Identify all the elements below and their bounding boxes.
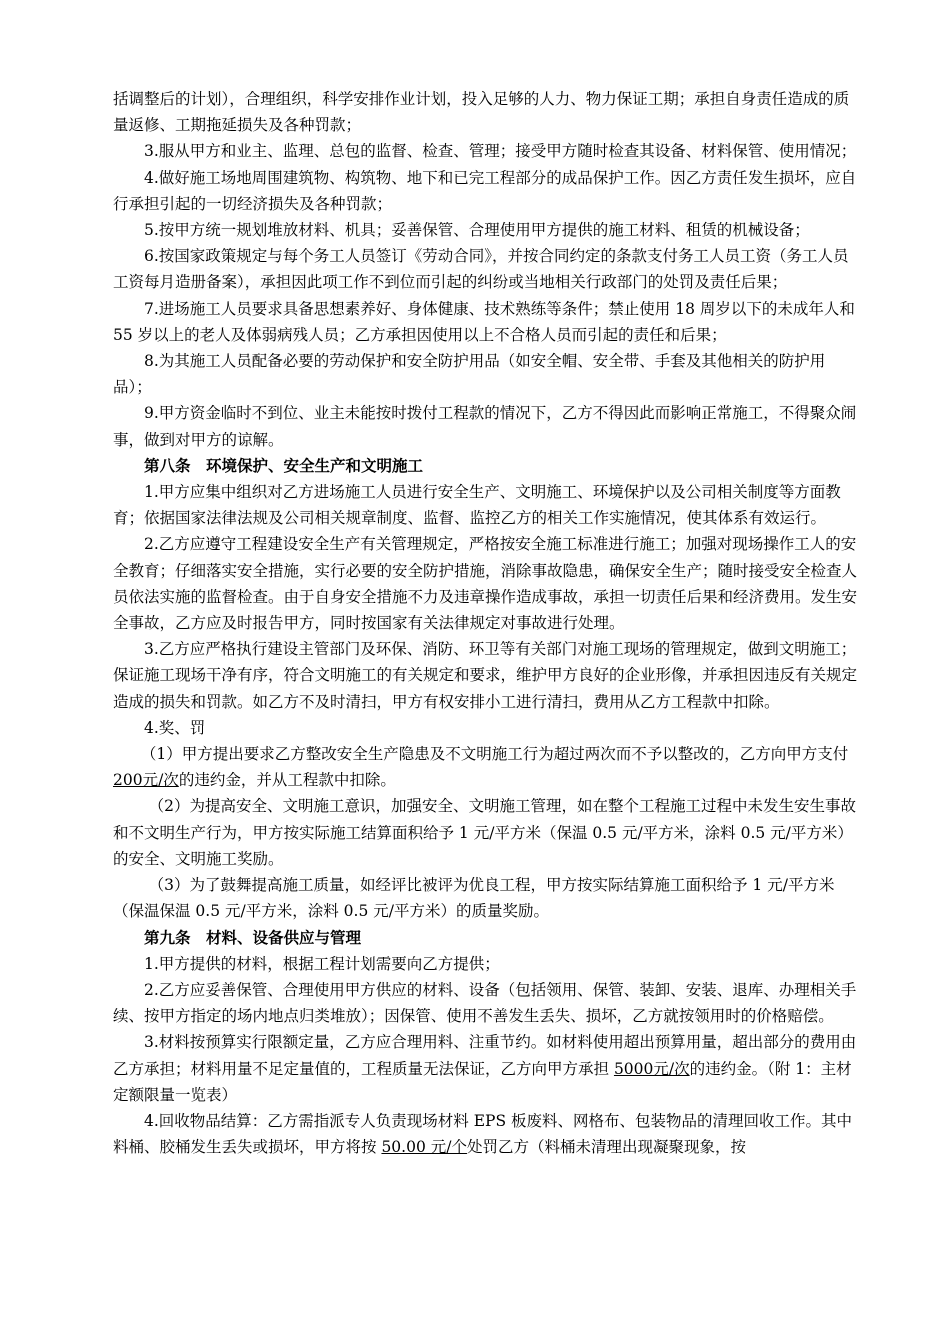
paragraph-text: 6.按国家政策规定与每个务工人员签订《劳动合同》，并按合同约定的条款支付务工人员工资（务工人员工资每月造册备案），承担因此项工作不到位而引起的纠纷或当地相关行政部门的处罚及责任后果； bbox=[113, 247, 849, 292]
contract-paragraph bbox=[113, 1108, 862, 1160]
contract-paragraph bbox=[113, 793, 862, 872]
paragraph-text: 的违约金，并从工程款中扣除。 bbox=[178, 771, 396, 790]
paragraph-text: 2.乙方应妥善保管、合理使用甲方供应的材料、设备（包括领用、保管、装卸、安装、退库、办理相关手续、按甲方指定的场内地点归类堆放）；因保管、使用不善发生丢失、损坏，乙方就按领用时的价格赔偿。 bbox=[113, 980, 857, 1026]
underlined-amount: 5000元/次 bbox=[613, 1059, 690, 1078]
paragraph-text: 2.乙方应遵守工程建设安全生产有关管理规定，严格按安全施工标准进行施工；加强对现场操作工人的安全教育；仔细落实安全措施，实行必要的安全防护措施，消除事故隐患，确保安全生产；随时接受安全检查人员依法实施的监督检查。由于自身安全措施不力及违章操作造成事故，承担一切责任后果和经济费用。发生安全事故，乙方应及时报告甲方，同时按国家有关法律规定对事故进行处理。 bbox=[113, 535, 858, 633]
paragraph-text: 3.服从甲方和业主、监理、总包的监督、检查、管理；接受甲方随时检查其设备、材料保管、使用情况； bbox=[144, 142, 857, 161]
contract-paragraph bbox=[113, 165, 862, 217]
paragraph-text: 1.甲方提供的材料，根据工程计划需要向乙方提供； bbox=[144, 954, 500, 973]
contract-paragraph bbox=[113, 138, 862, 164]
underlined-amount: 200元/次 bbox=[113, 771, 179, 790]
paragraph-text: 7.进场施工人员要求具备思想素养好、身体健康、技术熟练等条件；禁止使用 18 周岁以下的未成年人和 55 岁以上的老人及体弱病残人员；乙方承担因使用以上不合格人员而引起的责任和后果； bbox=[113, 299, 855, 344]
contract-paragraph bbox=[113, 977, 862, 1029]
contract-paragraph bbox=[113, 951, 862, 977]
paragraph-text: （3）为了鼓舞提高施工质量，如经评比被评为优良工程，甲方按实际结算施工面积给予 1 元/平方米（保温保温 0.5 元/平方米，涂料 0.5 元/平方米）的质量奖励。 bbox=[113, 876, 835, 921]
contract-paragraph bbox=[113, 1029, 862, 1108]
paragraph-text: （2）为提高安全、文明施工意识，加强安全、文明施工管理，如在整个工程施工过程中未发生安生事故和不文明生产行为，甲方按实际施工结算面积给予 1 元/平方米（保温 0.5 元/平方米，涂料 0.5 元/平方米）的安全、文明施工奖励。 bbox=[113, 797, 857, 868]
contract-paragraph bbox=[113, 217, 862, 243]
contract-paragraph bbox=[113, 741, 862, 793]
contract-paragraph bbox=[113, 348, 862, 400]
contract-paragraph bbox=[113, 86, 862, 138]
contract-paragraph bbox=[113, 531, 862, 636]
paragraph-text: 5.按甲方统一规划堆放材料、机具；妥善保管、合理使用甲方提供的施工材料、租赁的机械设备； bbox=[144, 221, 810, 240]
paragraph-text: 1.甲方应集中组织对乙方进场施工人员进行安全生产、文明施工、环境保护以及公司相关制度等方面教育；依据国家法律法规及公司相关规章制度、监督、监控乙方的相关工作实施情况，使其体系有效运行。 bbox=[113, 483, 841, 528]
paragraph-text: 9.甲方资金临时不到位、业主未能按时拨付工程款的情况下，乙方不得因此而影响正常施工，不得聚众闹事，做到对甲方的谅解。 bbox=[113, 404, 857, 449]
paragraph-text: 括调整后的计划），合理组织，科学安排作业计划，投入足够的人力、物力保证工期；承担自身责任造成的质量返修、工期拖延损失及各种罚款； bbox=[113, 90, 850, 135]
paragraph-text: 4.做好施工场地周围建筑物、构筑物、地下和已完工程部分的成品保护工作。因乙方责任发生损坏，应自行承担引起的一切经济损失及各种罚款； bbox=[113, 168, 857, 213]
paragraph-text: （1）甲方提出要求乙方整改安全生产隐患及不文明施工行为超过两次而不予以整改的，乙方向甲方支付 bbox=[140, 745, 849, 764]
contract-paragraph bbox=[113, 296, 862, 348]
paragraph-text: 第八条 环境保护、安全生产和文明施工 bbox=[144, 455, 424, 475]
contract-paragraph bbox=[113, 479, 862, 531]
contract-paragraph bbox=[113, 636, 862, 715]
paragraph-text: 4.奖、罚 bbox=[144, 718, 206, 737]
paragraph-text: 8.为其施工人员配备必要的劳动保护和安全防护用品（如安全帽、安全带、手套及其他相关的防护用品）； bbox=[113, 352, 826, 397]
paragraph-text: 3.乙方应严格执行建设主管部门及环保、消防、环卫等有关部门对施工现场的管理规定，做到文明施工；保证施工现场干净有序，符合文明施工的有关规定和要求，维护甲方良好的企业形像，并承担因违反有关规定造成的损失和罚款。如乙方不及时清扫，甲方有权安排小工进行清扫，费用从乙方工程款中扣除。 bbox=[113, 640, 858, 711]
contract-paragraph bbox=[113, 715, 862, 741]
paragraph-text: 第九条 材料、设备供应与管理 bbox=[144, 927, 362, 947]
paragraph-text: 处罚乙方（料桶未清理出现凝聚现象，按 bbox=[466, 1138, 746, 1157]
contract-paragraph bbox=[113, 400, 862, 452]
paragraph-text: 3.材料按预算实行限额定量，乙方应合理用料、注重节约。如材料使用超出预算用量，超出部分的费用由乙方承担；材料用量不足定量值的，工程质量无法保证，乙方向甲方承担 bbox=[113, 1033, 857, 1078]
contract-paragraph bbox=[113, 243, 862, 295]
underlined-amount: 50.00 元/个 bbox=[381, 1138, 467, 1157]
contract-paragraph bbox=[113, 872, 862, 924]
section-heading bbox=[113, 925, 862, 951]
section-heading bbox=[113, 453, 862, 479]
paragraph-text: 4.回收物品结算：乙方需指派专人负责现场材料 EPS 板废料、网格布、包装物品的清理回收工作。其中料桶、胶桶发生丢失或损坏，甲方将按 bbox=[113, 1111, 853, 1157]
paragraph-text: 的违约金。（附 1：主材定额限量一览表） bbox=[113, 1059, 852, 1104]
